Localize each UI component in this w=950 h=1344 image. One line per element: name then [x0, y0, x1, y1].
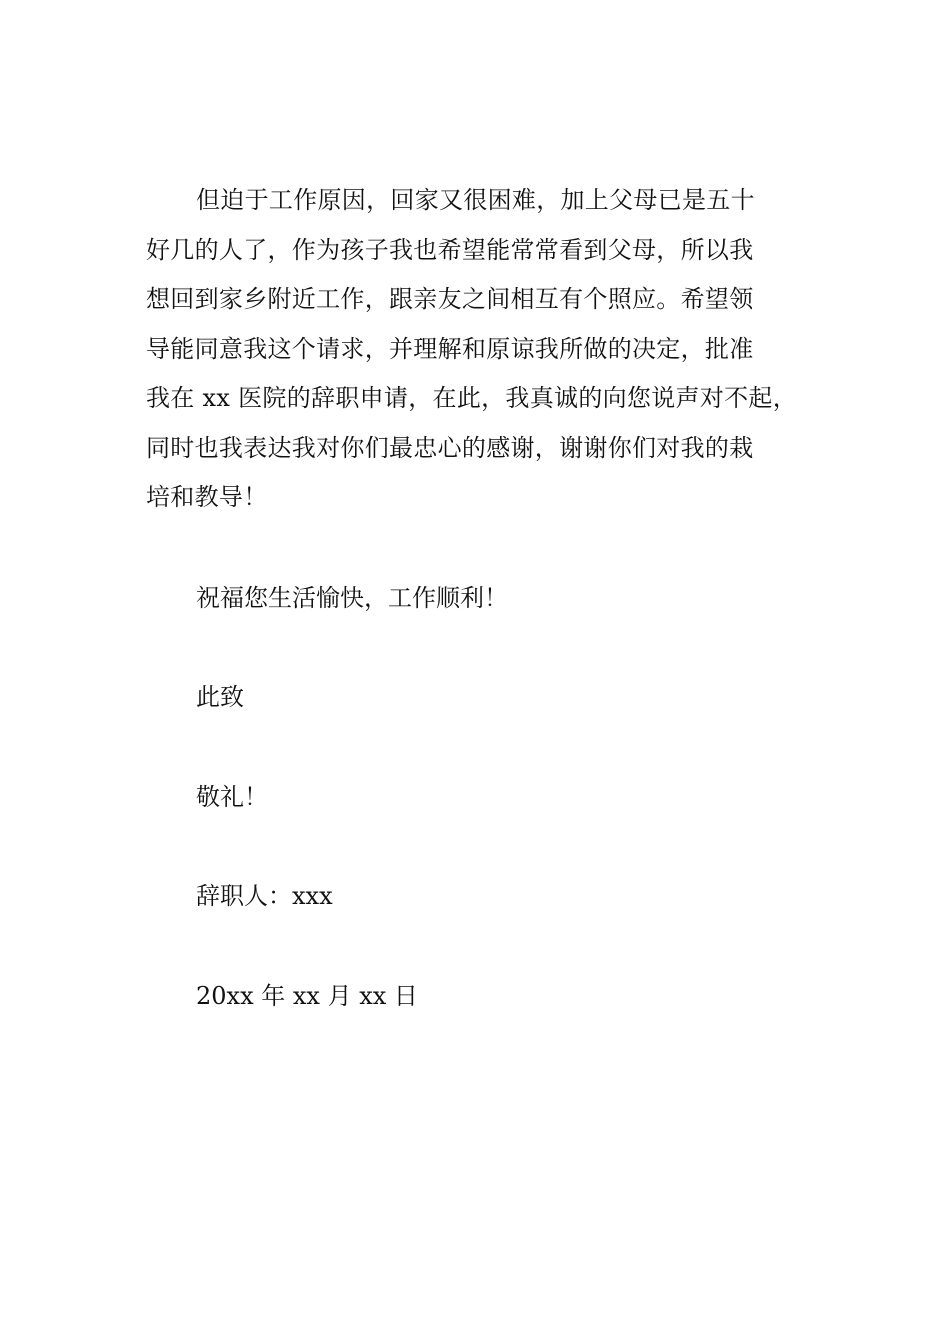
body-line: 同时也我表达我对你们最忠心的感谢，谢谢你们对我的栽: [146, 433, 754, 462]
body-line: 培和教导！: [146, 483, 268, 511]
closing-wishes: 祝福您生活愉快，工作顺利！: [196, 584, 508, 612]
body-line: 但迫于工作原因，回家又很困难，加上父母已是五十: [196, 186, 755, 214]
body-line: 想回到家乡附近工作，跟亲友之间相互有个照应。希望领: [146, 285, 754, 313]
body-line: 我在 xx 医院的辞职申请，在此，我真诚的向您说声对不起，: [146, 384, 798, 412]
signer-line: 辞职人：xxx: [196, 882, 333, 910]
letter-body-paragraph: [146, 176, 816, 523]
body-line: 导能同意我这个请求，并理解和原谅我所做的决定，批准: [146, 334, 754, 363]
closing-salutation: 此致: [196, 683, 244, 711]
date-line: 20xx 年 xx 月 xx 日: [196, 982, 418, 1010]
closing-regards: 敬礼！: [196, 783, 268, 811]
body-line: 好几的人了，作为孩子我也希望能常常看到父母，所以我: [146, 235, 754, 264]
